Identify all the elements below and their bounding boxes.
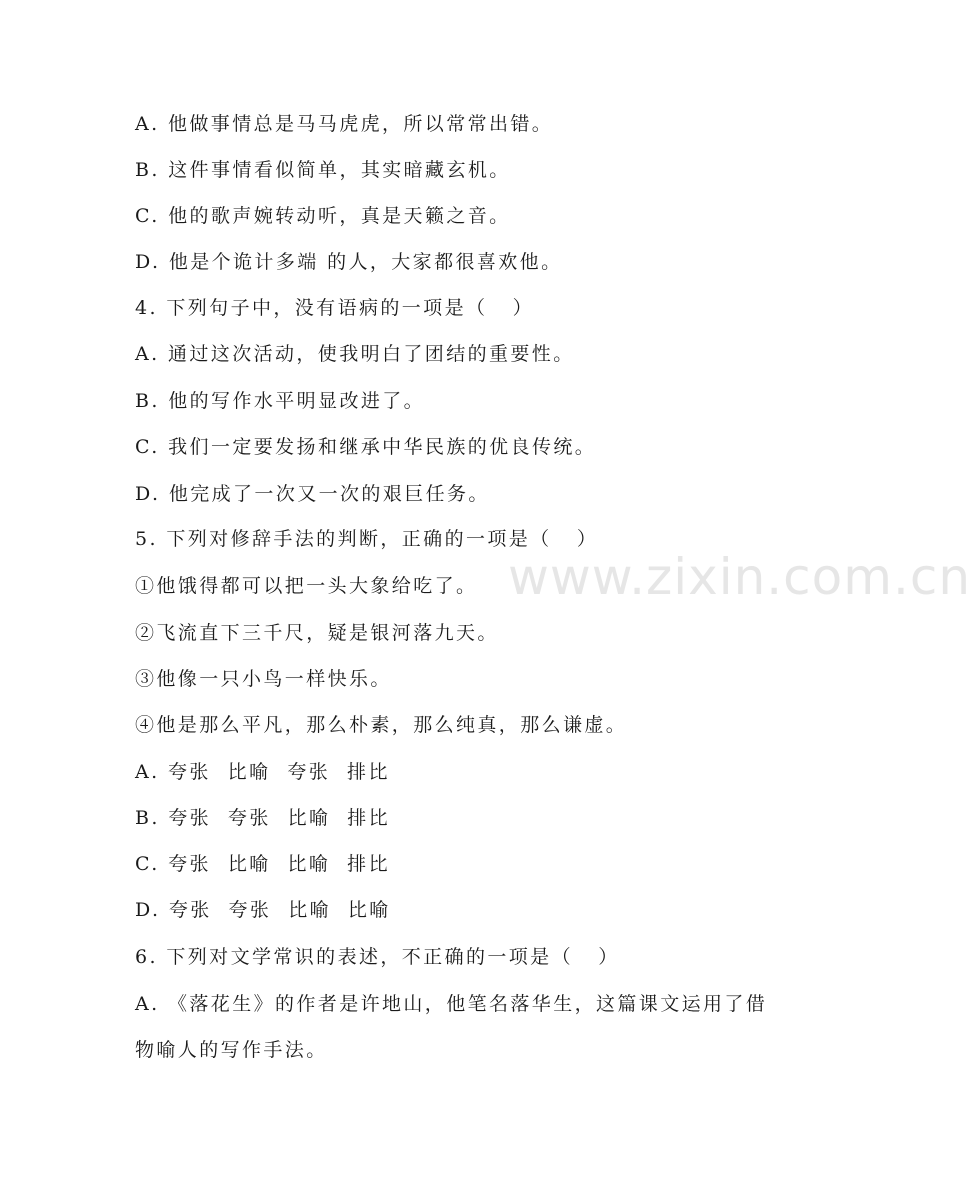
q5-sentence-2: ②飞流直下三千尺，疑是银河落九天。 [135,622,499,644]
q5-sentence-1: ①他饿得都可以把一头大象给吃了。 [135,575,478,597]
q5-sentence-4: ④他是那么平凡，那么朴素，那么纯真，那么谦虚。 [135,714,628,736]
watermark: www.zixin.com.cn [508,548,971,606]
q5-option-b: B. 夸张 夸张 比喻 排比 [135,807,391,829]
q5-sentence-3: ③他像一只小鸟一样快乐。 [135,668,392,690]
question-4: 4. 下列句子中，没有语病的一项是（ ） [135,297,535,319]
q4-option-d: D. 他完成了一次又一次的艰巨任务。 [135,483,490,505]
q5-option-a: A. 夸张 比喻 夸张 排比 [135,761,390,783]
q4-option-a: A. 通过这次活动，使我明白了团结的重要性。 [135,343,575,365]
q5-option-c: C. 夸张 比喻 比喻 排比 [135,853,390,875]
option-b-line: B. 这件事情看似简单，其实暗藏玄机。 [135,159,511,181]
question-5: 5. 下列对修辞手法的判断，正确的一项是（ ） [135,528,599,550]
option-c-line: C. 他的歌声婉转动听，真是天籁之音。 [135,205,511,227]
q4-option-b: B. 他的写作水平明显改进了。 [135,390,426,412]
option-a-line: A. 他做事情总是马马虎虎，所以常常出错。 [135,113,554,135]
q4-option-c: C. 我们一定要发扬和继承中华民族的优良传统。 [135,436,597,458]
q5-option-d: D. 夸张 夸张 比喻 比喻 [135,899,391,921]
option-d-line: D. 他是个诡计多端 的人，大家都很喜欢他。 [135,251,563,273]
question-6: 6. 下列对文学常识的表述，不正确的一项是（ ） [135,946,620,968]
q6-option-a: A. 《落花生》的作者是许地山，他笔名落华生，这篇课文运用了借物喻人的写作手法。 [135,993,768,1061]
